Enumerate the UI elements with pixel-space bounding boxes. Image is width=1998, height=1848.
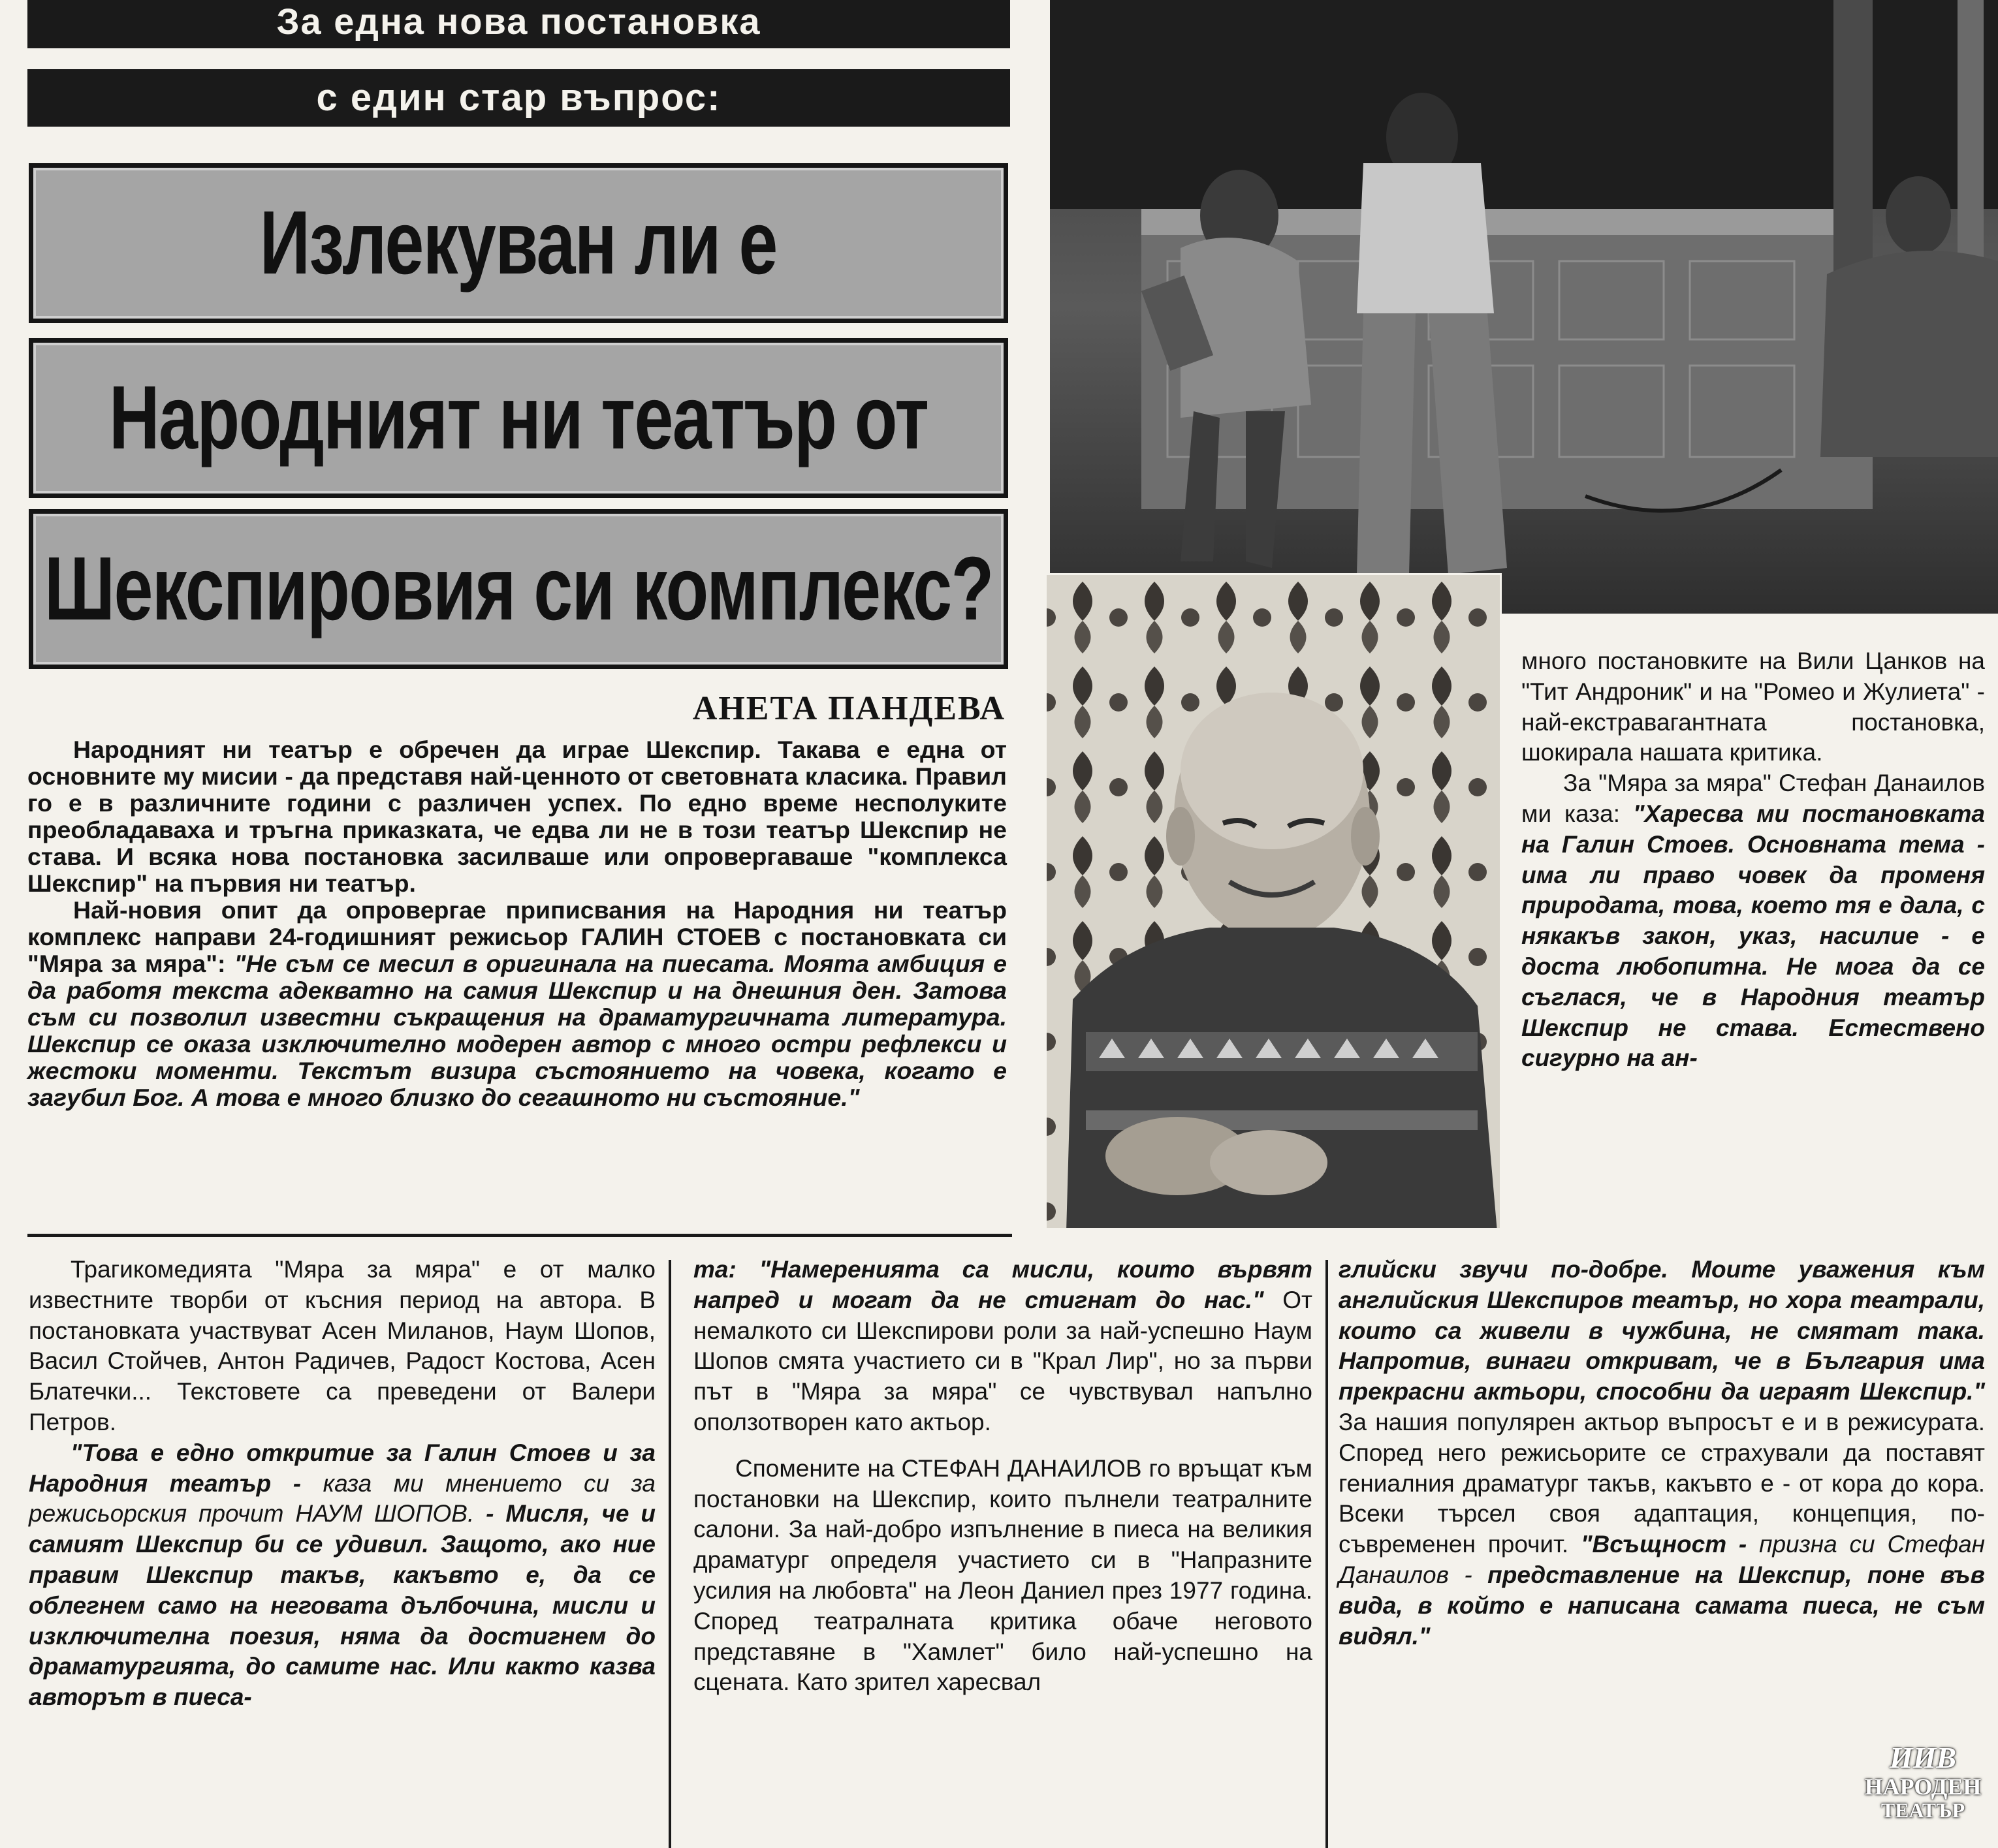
col2-paragraph-2: Спомените на СТЕФАН ДАНАИЛОВ го връщат към постановки на Шекспир, които пълнели театралните салони. За най-добро изпълнение в пиеса на великия драматург определя участието си в "Напразните усилия на любовта" на Леон Даниел през 1977 година. Според театралната критика обаче неговото представяне в "Хамлет" било най-успешно на сцената. Като зрител харесвал (693, 1454, 1312, 1696)
lead-paragraphs (27, 736, 1007, 1111)
stage-photo-image (1050, 0, 1998, 614)
col3-paragraph-1-text: За нашия популярен актьор въпросът е и в режисурата. Според него режисьорите се страхували да поставят гениалния драматург такъв, какъвто е - от кора до кора. Всеки търсел своя адаптация, концепция, по-съвременен прочит. (1339, 1408, 1985, 1558)
theatre-watermark-logo (1854, 1742, 1991, 1840)
col3-paragraph-1 (1339, 1255, 1985, 1652)
lead-paragraph-2 (27, 897, 1007, 1111)
lead-divider (27, 1234, 1012, 1237)
portrait-photo (1045, 573, 1502, 1230)
headline-box-3 (29, 509, 1008, 669)
danailov-quote-b: "Всъщност - (1581, 1531, 1760, 1558)
logo-line-2: НАРОДЕН (1864, 1774, 1982, 1800)
col1-paragraph-2 (29, 1438, 656, 1713)
col1-paragraph-1: Трагикомедията "Мяра за мяра" е от малко известните творби от късния период на автора. В постановката участвуват Асен Миланов, Наум Шопов, Васил Стойчев, Антон Радичев, Радост Костова, Асен Блатечки... Текстовете са преведени от Валери Петров. (29, 1256, 656, 1435)
portrait-photo-image (1047, 575, 1502, 1230)
shopov-quote-a: "Това е едно откритие за Галин Стоев и за Народния театър - (29, 1439, 656, 1497)
danailov-quote-start: "Харесва ми постановката на Галин Стоев. Основната тема - има ли право човек да променя природата, това, което тя е дала, с някакъв закон, указ, насилие - е доста любопитна. Не мога да се съглася, че в Народния театър Шекспир не става. Естествено сигурно на ан- (1521, 800, 1985, 1072)
right-top-paragraph-1: много постановките на Вили Цанков на "Тит Андроник" и на "Ромео и Жулиета" - най-екстравагантната постановка, шокирала нашата критика. (1521, 648, 1985, 766)
right-column-top (1521, 646, 1985, 1074)
lead-paragraph-1: Народният ни театър е обречен да играе Шекспир. Такава е една от основните му мисии - да представя най-ценното от световната класика. Правил го е в различните години с различен успех. По едно време несполуките преобладаваха и тръгна приказката, че едва ли не в този театър Шекспир не става. И всяка нова постановка засилваше или опровергаваше "комплекса Шекспир" на първия ни театър. (27, 736, 1007, 897)
body-column-2 (693, 1255, 1312, 1698)
danailov-attribution: призна си Стефан Данаилов - (1339, 1531, 1986, 1588)
body-column-1 (29, 1255, 656, 1713)
lead-quote-stoev: "Не съм се месил в оригинала на пиесата. Моята амбиция е да работя текста адекватно на самия Шекспир и на днешния ден. Затова съм си позволил известни съкращения на драматургичната литература. Шекспир се оказа изключително модерен автор с много остри рефлекси и жестоки моменти. Текстът визира състоянието на човека, когато е загубил Бог. А това е много близко до сегашното ни състояние." (27, 950, 1007, 1111)
byline: АНЕТА ПАНДЕВА (692, 690, 1006, 727)
stage-photo (1050, 0, 1998, 614)
shopov-attribution: каза ми мнението си за режисьорския прочит НАУМ ШОПОВ. (29, 1469, 656, 1527)
logo-line-3: ТЕАТЪР (1880, 1798, 1965, 1822)
shopov-quote-b: - Мисля, че и самият Шекспир би се удивил. Защото, ако ние правим Шекспир такъв, какъвто е, да се облегнем само на неговата дълбочина, мисли и изключителна поезия, няма да достигнем до драматургията, до самите нас. Или както казва авторът в пиеса- (29, 1500, 656, 1711)
headline-box-1 (29, 163, 1008, 323)
danailov-quote-c: представление на Шекспир, поне във вида, в който е написана самата пиеса, не съм видял." (1339, 1561, 1985, 1650)
col2-paragraph-1-text: От немалкото си Шекспирови роли за най-успешно Наум Шопов смята участието си в "Крал Лир", но за първи път в "Мяра за мяра" се чувствувал напълно оползотворен като актьор. (693, 1286, 1312, 1435)
headline-line-1: Излекуван ли е (259, 193, 778, 293)
column-divider-1 (669, 1260, 671, 1848)
lead-paragraph-2-text: Най-новия опит да опровергае приписвания на Народния ни театър комплекс направи 24-годишният режисьор ГАЛИН СТОЕВ с постановката си "Мяра за мяра": (27, 896, 1007, 977)
column-divider-2 (1325, 1260, 1328, 1848)
danailov-quote-cont: глийски звучи по-добре. Моите уважения към английския Шекспиров театър, но хора театрали, които са живели в чужбина, не смятат така. Напротив, винаги откриват, че в България има прекрасни актьори, способни да играят Шекспир." (1339, 1256, 1985, 1405)
kicker-line-1: За една нова постановка (27, 0, 1010, 48)
headline-line-3: Шекспировия си комплекс? (44, 539, 993, 639)
col2-paragraph-1 (693, 1255, 1312, 1438)
shopov-quote-end: та: "Намеренията са мисли, които вървят напред и могат да не стигнат до нас." (693, 1256, 1312, 1313)
right-top-paragraph-2 (1521, 768, 1985, 1074)
body-column-3 (1339, 1255, 1985, 1652)
kicker-line-2: с един стар въпрос: (27, 69, 1010, 127)
headline-line-2: Народният ни театър от (108, 368, 928, 468)
right-top-paragraph-2-text: За "Мяра за мяра" Стефан Данаилов ми каза: (1521, 770, 1985, 827)
headline-box-2 (29, 338, 1008, 498)
logo-line-1: ИИВ (1889, 1741, 1957, 1774)
